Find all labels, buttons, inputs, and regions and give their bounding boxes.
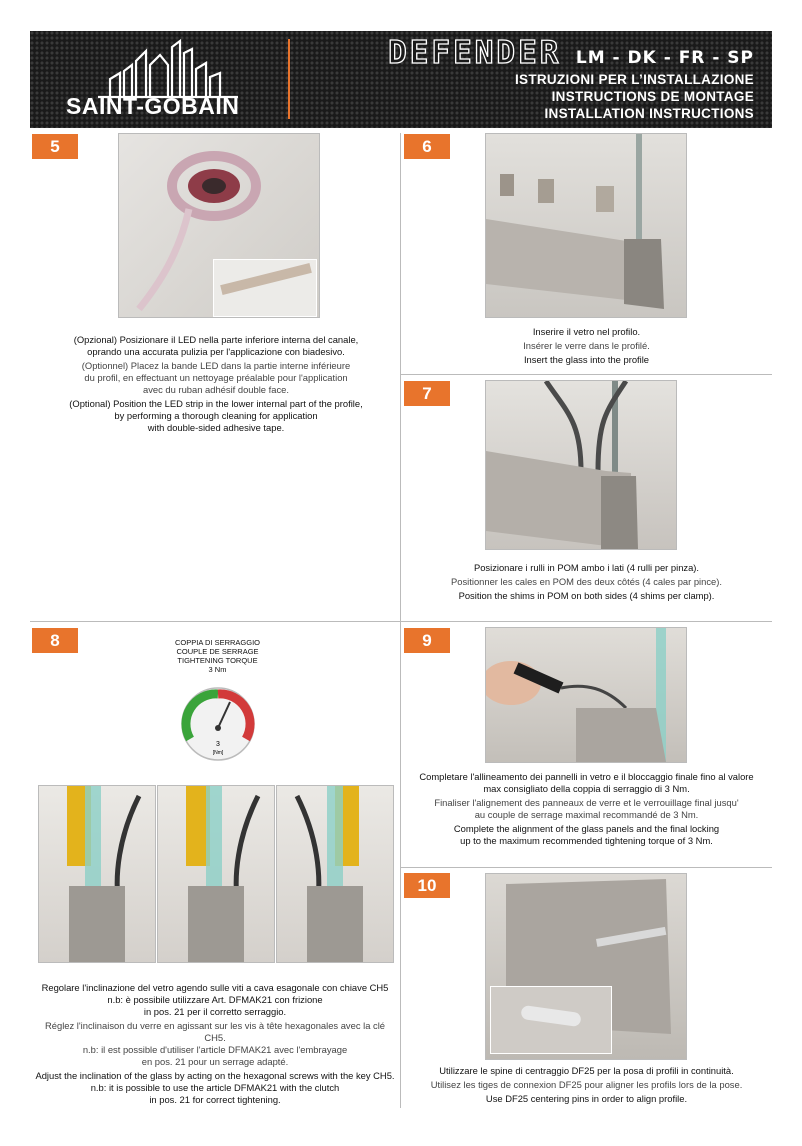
shims-photo [485,380,677,550]
profile-glass-photo [485,133,687,318]
led-strip-photo [118,133,320,318]
level-illustration-1-icon [39,786,155,962]
torque-gauge-icon [178,684,258,764]
s5-fr-1: (Optionnel) Placez la bande LED dans la partie interne inférieure [81,360,351,371]
step-7-badge: 7 [404,381,450,406]
s7-fr: Positionner les cales en POM des deux côtés (4 cales par pince). [451,576,722,587]
s9-fr-2: au couple de serrage maximal recommandé de 3 Nm. [474,809,699,820]
row-divider-step9-10 [400,867,772,868]
profile-illustration-icon [486,134,686,317]
step-10-caption [404,1065,769,1107]
s5-fr-2: du profil, en effectuant un nettoyage préalable pour l'application [84,372,348,383]
s7-en: Position the shims in POM on both sides (4 shims per clamp). [458,590,715,601]
row-divider-1 [30,621,772,622]
s6-it: Inserire il vetro nel profilo. [532,326,641,337]
s8-it-1: Regolare l'inclinazione del vetro agendo sulle viti a cava esagonale con chiave CH5 [41,982,389,993]
logo-text: SAINT-GOBAIN [66,93,240,119]
s6-fr: Insérer le verre dans le profilé. [523,340,650,351]
product-title: DEFENDER [388,35,562,71]
s5-fr-3: avec du ruban adhésif double face. [143,384,289,395]
s5-en-1: (Optional) Position the LED strip in the lower internal part of the profile, [69,398,363,409]
header-line-en: INSTALLATION INSTRUCTIONS [544,106,754,121]
gauge-unit: [Nm] [212,750,224,756]
level-illustration-3-icon [277,786,393,962]
s10-fr: Utilisez les tiges de connexion DF25 pour aligner les profils lors de la pose. [430,1079,743,1090]
wrench-illustration-icon [486,628,686,762]
gauge-value: 3 [216,741,220,748]
torque-fr: COUPLE DE SERRAGE [176,647,259,656]
pin-inset-photo [490,986,612,1054]
torque-en: TIGHTENING TORQUE [177,656,258,665]
step-9-caption [404,771,769,849]
level-photo-1 [38,785,156,963]
s5-en-2: by performing a thorough cleaning for application [114,410,318,421]
s8-en-2: n.b: it is possible to use the article DFMAK21 with the clutch [90,1082,340,1093]
step-6-badge: 6 [404,134,450,159]
header-line-fr: INSTRUCTIONS DE MONTAGE [551,89,754,104]
brand-block [388,35,754,122]
s8-en-1: Adjust the inclination of the glass by acting on the hexagonal screws with the key CH5. [35,1070,395,1081]
s9-fr-1: Finaliser l'alignement des panneaux de verre et le verrouillage final jusqu' [434,797,739,808]
s9-en-2: up to the maximum recommended tightening torque of 3 Nm. [460,835,713,846]
product-codes: LM - DK - FR - SP [575,48,754,68]
step-8-badge: 8 [32,628,78,653]
step-5-badge: 5 [32,134,78,159]
torque-label [150,638,285,674]
s8-fr-1: Réglez l'inclinaison du verre en agissant sur les vis à tête hexagonales avec la clé CH5. [45,1020,385,1043]
led-inset-photo [213,259,317,317]
torque-it: COPPIA DI SERRAGGIO [174,638,261,647]
step-5-caption [38,334,394,436]
s8-en-3: in pos. 21 for correct tightening. [149,1094,281,1105]
s9-en-1: Complete the alignment of the glass panels and the final locking [453,823,720,834]
s7-it: Posizionare i rulli in POM ambo i lati (4 rulli per pinza). [473,562,700,573]
s10-it: Utilizzare le spine di centraggio DF25 per la posa di profili in continuità. [439,1065,734,1076]
header-line-it: ISTRUZIONI PER L’INSTALLAZIONE [514,72,754,87]
s5-en-3: with double-sided adhesive tape. [147,422,285,433]
s9-it-1: Completare l'allineamento dei pannelli in vetro e il bloccaggio finale fino al valore [419,771,754,782]
s5-it-1: (Opzional) Posizionare il LED nella parte inferiore interna del canale, [73,334,359,345]
step-9-badge: 9 [404,628,450,653]
step-7-caption [404,562,769,604]
shims-illustration-icon [486,381,676,549]
pin-photo [485,873,687,1060]
step-6-caption [404,326,769,368]
torque-value: 3 Nm [208,665,227,674]
step-10-badge: 10 [404,873,450,898]
page-header [30,31,772,128]
level-photo-3 [276,785,394,963]
row-divider-step6-7 [400,374,772,375]
s6-en: Insert the glass into the profile [523,354,650,365]
s10-en: Use DF25 centering pins in order to align profile. [485,1093,688,1104]
s8-fr-2: n.b: il est possible d'utiliser l'article DFMAK21 avec l'embrayage [82,1044,348,1055]
level-photo-2 [157,785,275,963]
s8-it-3: in pos. 21 per il corretto serraggio. [143,1006,287,1017]
s5-it-2: oprando una accurata pulizia per l'applicazione con biadesivo. [87,346,345,357]
level-illustration-2-icon [158,786,274,962]
s9-it-2: max consigliato della coppia di serraggio di 3 Nm. [483,783,690,794]
header-divider [288,39,290,119]
s8-fr-3: en pos. 21 pour un serrage adapté. [141,1056,289,1067]
step-8-caption [34,982,396,1108]
s8-it-2: n.b: è possibile utilizzare Art. DFMAK21 con frizione [107,994,323,1005]
wrench-photo [485,627,687,763]
